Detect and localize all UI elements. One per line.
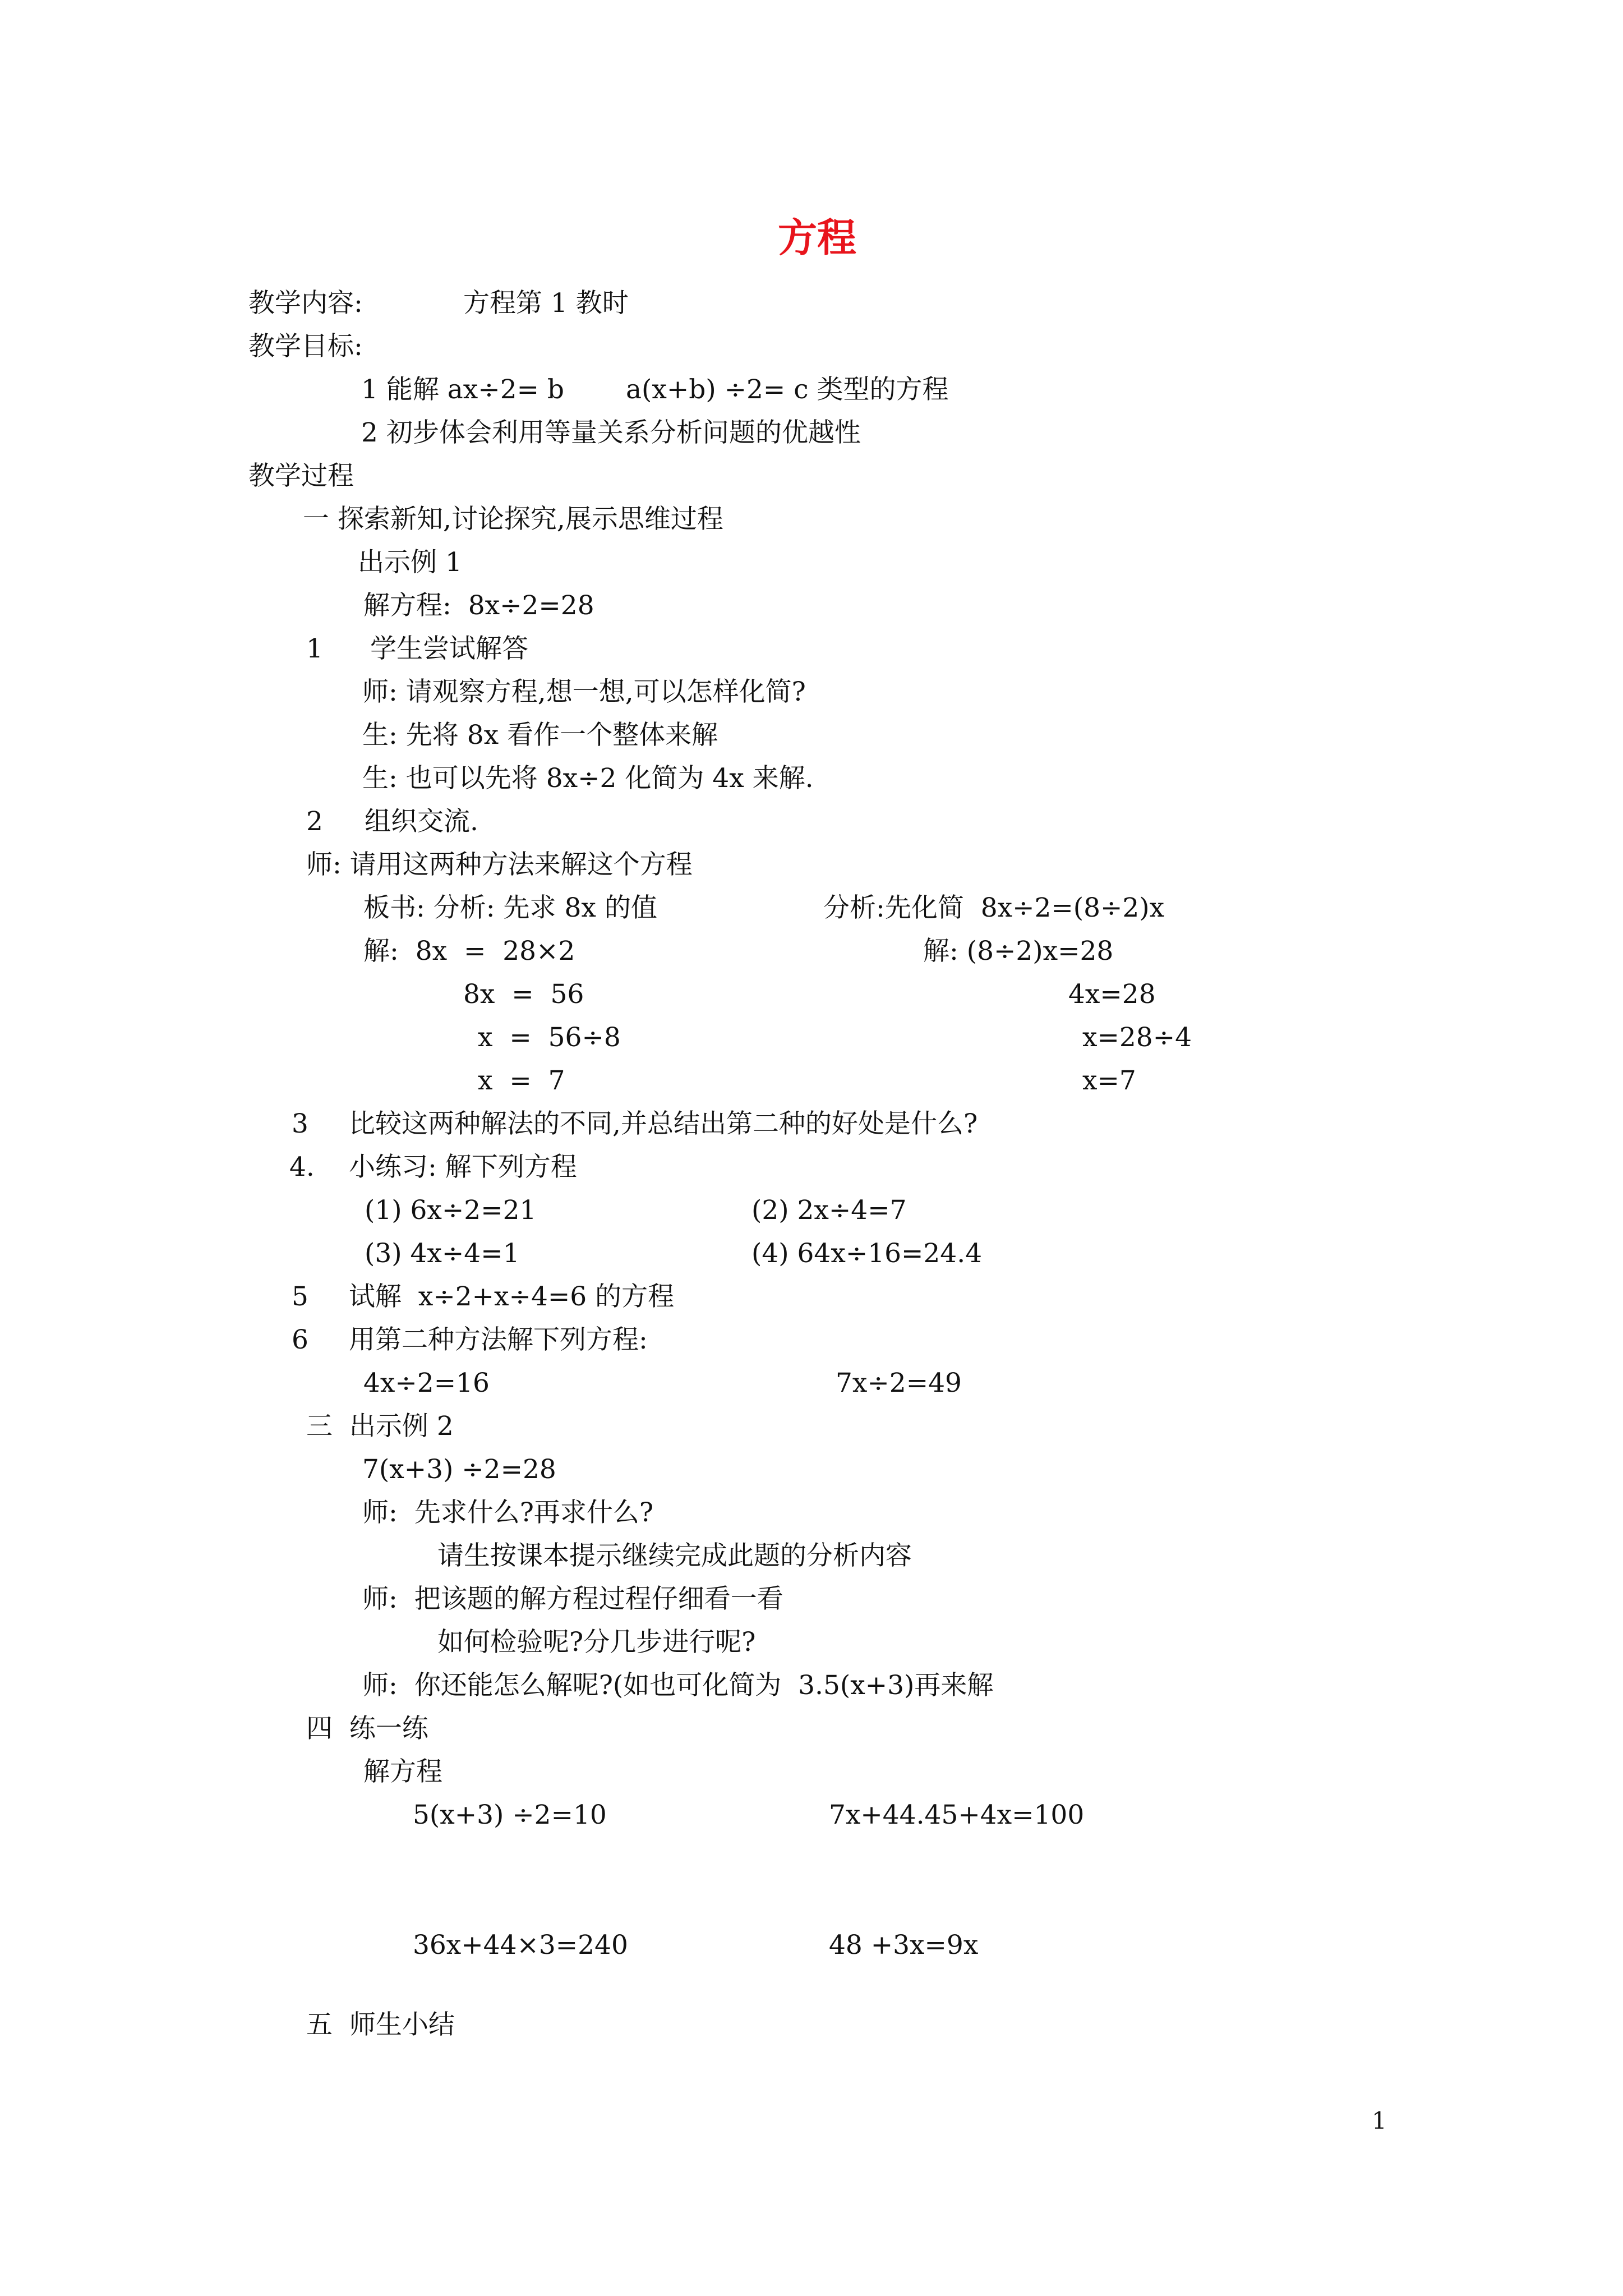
exercise-item: (2) 2x÷4=7: [751, 1195, 907, 1226]
left-step: x = 7: [478, 1065, 565, 1096]
step-2-text: 组织交流.: [365, 806, 478, 837]
example-1-equation: 解方程: 8x÷2=28: [363, 590, 594, 621]
practice-equation: 36x+44×3=240: [413, 1930, 628, 1961]
practice-equation: 48 +3x=9x: [829, 1930, 979, 1961]
step-3-number: 3: [292, 1108, 308, 1139]
right-step: 解: (8÷2)x=28: [923, 936, 1114, 967]
part-3-heading: 三 出示例 2: [306, 1411, 454, 1442]
step-4-text: 小练习: 解下列方程: [349, 1152, 577, 1182]
right-step: x=7: [1082, 1065, 1136, 1096]
example-2-equation: 7(x+3) ÷2=28: [362, 1454, 556, 1485]
content-label: 教学内容:: [248, 288, 363, 319]
step-6-equation: 7x÷2=49: [836, 1368, 962, 1398]
step-6-equation: 4x÷2=16: [363, 1368, 490, 1398]
step-5-number: 5: [292, 1281, 308, 1312]
step-6-text: 用第二种方法解下列方程:: [349, 1324, 648, 1355]
right-step: x=28÷4: [1082, 1022, 1192, 1053]
teacher-question-2-detail: 如何检验呢?分几步进行呢?: [437, 1627, 756, 1658]
step-1-text: 学生尝试解答: [370, 633, 528, 664]
teacher-line-1: 师: 请观察方程,想一想,可以怎样化简?: [362, 677, 806, 707]
left-step: 解: 8x = 28×2: [363, 936, 575, 967]
step-3-text: 比较这两种解法的不同,并总结出第二种的好处是什么?: [349, 1108, 978, 1139]
process-label: 教学过程: [248, 461, 354, 491]
step-2-number: 2: [306, 806, 323, 837]
page-number: 1: [1372, 2107, 1387, 2134]
left-step: 8x = 56: [463, 979, 584, 1010]
document-title: 方程: [778, 214, 856, 261]
exercise-item: (4) 64x÷16=24.4: [751, 1238, 983, 1269]
goal-2: 2 初步体会利用等量关系分析问题的优越性: [361, 417, 861, 448]
practice-label: 解方程: [363, 1756, 442, 1787]
goal-1-part-a: 1 能解 ax÷2= b: [361, 374, 565, 405]
practice-equation: 5(x+3) ÷2=10: [413, 1800, 607, 1830]
board-right-analysis: 分析:先化简 8x÷2=(8÷2)x: [823, 892, 1165, 923]
teacher-question-3: 师: 你还能怎么解呢?(如也可化简为 3.5(x+3)再来解: [362, 1670, 994, 1701]
student-line-1: 生: 先将 8x 看作一个整体来解: [362, 720, 718, 751]
left-step: x = 56÷8: [478, 1022, 621, 1053]
goal-1-part-b: a(x+b) ÷2= c 类型的方程: [626, 374, 949, 405]
teacher-question-1-detail: 请生按课本提示继续完成此题的分析内容: [437, 1540, 912, 1571]
part-5-heading: 五 师生小结: [306, 2009, 455, 2040]
part-1-heading: 一 探索新知,讨论探究,展示思维过程: [303, 504, 723, 535]
board-left-analysis: 板书: 分析: 先求 8x 的值: [363, 892, 657, 923]
teacher-line-2: 师: 请用这两种方法来解这个方程: [306, 849, 693, 880]
part-4-heading: 四 练一练: [306, 1713, 428, 1744]
teacher-question-2: 师: 把该题的解方程过程仔细看一看: [362, 1584, 783, 1614]
right-step: 4x=28: [1068, 979, 1156, 1010]
content-value: 方程第 1 教时: [463, 288, 629, 319]
example-1-label: 出示例 1: [358, 547, 462, 578]
practice-equation: 7x+44.45+4x=100: [829, 1800, 1085, 1830]
goals-label: 教学目标:: [248, 331, 363, 362]
step-4-number: 4.: [289, 1152, 315, 1182]
step-6-number: 6: [292, 1324, 308, 1355]
exercise-item: (3) 4x÷4=1: [365, 1238, 520, 1269]
teacher-question-1: 师: 先求什么?再求什么?: [362, 1497, 654, 1528]
exercise-item: (1) 6x÷2=21: [365, 1195, 537, 1226]
student-line-2: 生: 也可以先将 8x÷2 化简为 4x 来解.: [362, 763, 814, 794]
step-1-number: 1: [306, 633, 323, 664]
step-5-text: 试解 x÷2+x÷4=6 的方程: [349, 1281, 675, 1312]
